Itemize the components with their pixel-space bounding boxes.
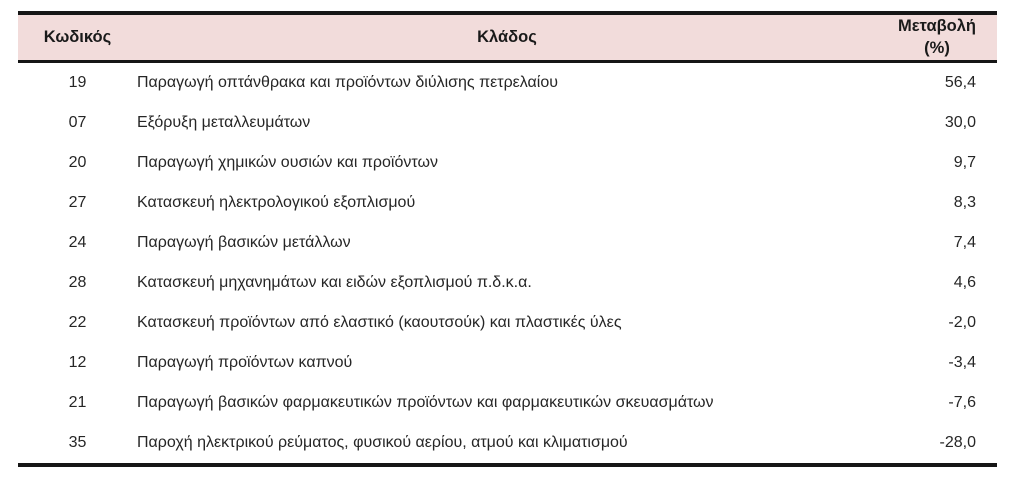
- table-body: [18, 63, 997, 467]
- cell-code: 24: [68, 234, 87, 251]
- cell-change: -7,6: [948, 394, 976, 411]
- table-row: [18, 303, 997, 343]
- cell-code: 28: [68, 274, 87, 291]
- cell-code: 21: [68, 394, 87, 411]
- table-row: [18, 423, 997, 463]
- cell-code: 19: [68, 74, 87, 91]
- cell-change: 9,7: [953, 154, 976, 171]
- cell-code: 27: [68, 194, 87, 211]
- table-row: [18, 183, 997, 223]
- column-header-code: Κωδικός: [43, 28, 112, 46]
- cell-change: 8,3: [953, 194, 976, 211]
- cell-sector: Κατασκευή ηλεκτρολογικού εξοπλισμού: [137, 194, 416, 211]
- cell-code: 07: [68, 114, 87, 131]
- cell-change: 56,4: [944, 74, 976, 91]
- cell-sector: Εξόρυξη μεταλλευμάτων: [137, 114, 311, 131]
- table-row: [18, 383, 997, 423]
- cell-change: -3,4: [948, 354, 976, 371]
- table-row: [18, 223, 997, 263]
- table-row: [18, 343, 997, 383]
- cell-code: 35: [68, 434, 87, 451]
- sector-change-table: [18, 11, 997, 467]
- cell-sector: Παραγωγή προϊόντων καπνού: [137, 354, 353, 371]
- cell-code: 20: [68, 154, 87, 171]
- cell-change: -2,0: [948, 314, 976, 331]
- column-header-change-line2: (%): [924, 38, 950, 57]
- cell-sector: Παροχή ηλεκτρικού ρεύματος, φυσικού αερίου, ατμού και κλιματισμού: [137, 434, 628, 451]
- cell-sector: Παραγωγή χημικών ουσιών και προϊόντων: [137, 154, 438, 171]
- cell-change: 4,6: [953, 274, 976, 291]
- table-row: [18, 103, 997, 143]
- cell-change: 7,4: [953, 234, 976, 251]
- cell-sector: Παραγωγή βασικών μετάλλων: [137, 234, 351, 251]
- cell-sector: Παραγωγή οπτάνθρακα και προϊόντων διύλισης πετρελαίου: [137, 74, 559, 91]
- table-row: [18, 143, 997, 183]
- table-row: [18, 263, 997, 303]
- cell-code: 22: [68, 314, 87, 331]
- cell-change: -28,0: [939, 434, 976, 451]
- column-header-change: [877, 16, 997, 59]
- cell-code: 12: [68, 354, 87, 371]
- cell-sector: Κατασκευή προϊόντων από ελαστικό (καουτσούκ) και πλαστικές ύλες: [137, 314, 622, 331]
- table-header-row: [18, 11, 997, 63]
- column-header-change-line1: Μεταβολή: [897, 17, 977, 36]
- table-row: [18, 63, 997, 103]
- cell-sector: Παραγωγή βασικών φαρμακευτικών προϊόντων και φαρμακευτικών σκευασμάτων: [137, 394, 714, 411]
- cell-change: 30,0: [944, 114, 976, 131]
- cell-sector: Κατασκευή μηχανημάτων και ειδών εξοπλισμού π.δ.κ.α.: [137, 274, 532, 291]
- column-header-sector: Κλάδος: [477, 28, 537, 46]
